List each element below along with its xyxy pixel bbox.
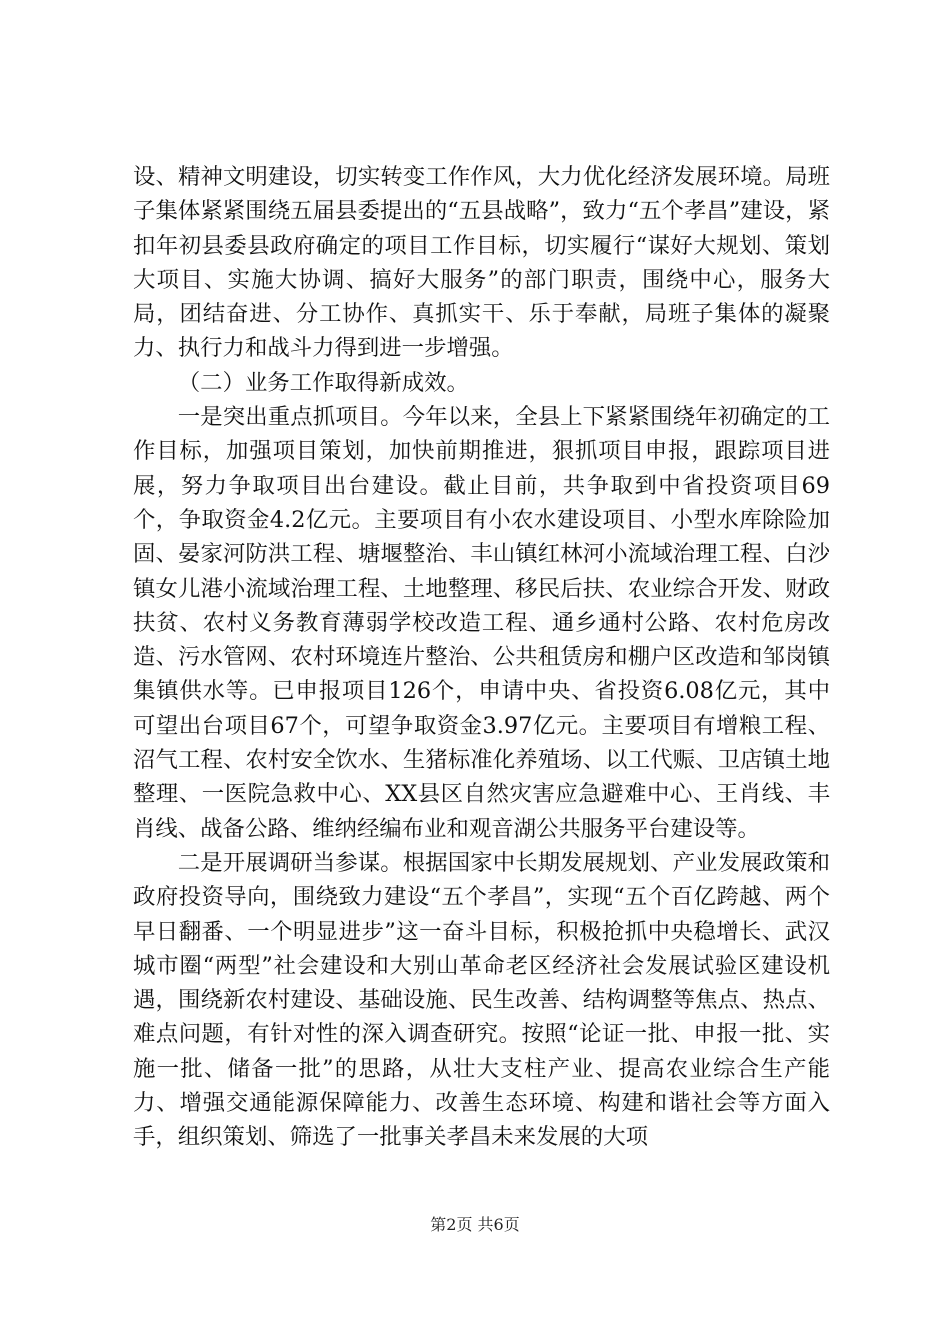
paragraph-continuation: 设、精神文明建设，切实转变工作作风，大力优化经济发展环境。局班子集体紧紧围绕五届县委提出的“五县战略”，致力“五个孝昌”建设，紧扣年初县委县政府确定的项目工作目标，切实履行“谋好大规划、策划大项目、实施大协调、搞好大服务”的部门职责，围绕中心，服务大局，团结奋进、分工协作、真抓实干、乐于奉献，局班子集体的凝聚力、执行力和战斗力得到进一步增强。: [133, 164, 830, 362]
section-heading: （二）业务工作取得新成效。: [177, 369, 469, 396]
page-footer: [0, 1215, 950, 1235]
paragraph-projects: 一是突出重点抓项目。今年以来，全县上下紧紧围绕年初确定的工作目标，加强项目策划，加快前期推进，狠抓项目申报，跟踪项目进展，努力争取项目出台建设。截止目前，共争取到中省投资项目69个，争取资金4.2亿元。主要项目有小农水建设项目、小型水库除险加固、晏家河防洪工程、塘堰整治、丰山镇红林河小流域治理工程、白沙镇女儿港小流域治理工程、土地整理、移民后扶、农业综合开发、财政扶贫、农村义务教育薄弱学校改造工程、通乡通村公路、农村危房改造、污水管网、农村环境连片整治、公共租赁房和棚户区改造和邹岗镇集镇供水等。已申报项目126个，申请中央、省投资6.08亿元，其中可望出台项目67个，可望争取资金3.97亿元。主要项目有增粮工程、沼气工程、农村安全饮水、生猪标准化养殖场、以工代赈、卫店镇土地整理、一医院急救中心、XX县区自然灾害应急避难中心、王肖线、丰肖线、战备公路、维纳经编布业和观音湖公共服务平台建设等。: [133, 404, 830, 842]
document-body: [133, 160, 830, 1155]
paragraph-research: 二是开展调研当参谋。根据国家中长期发展规划、产业发展政策和政府投资导向，围绕致力建设“五个孝昌”，实现“五个百亿跨越、两个早日翻番、一个明显进步”这一奋斗目标，积极抢抓中央稳增长、武汉城市圈“两型”社会建设和大别山革命老区经济社会发展试验区建设机遇，围绕新农村建设、基础设施、民生改善、结构调整等焦点、热点、难点问题，有针对性的深入调查研究。按照“论证一批、申报一批、实施一批、储备一批”的思路，从壮大支柱产业、提高农业综合生产能力、增强交通能源保障能力、改善生态环境、构建和谐社会等方面入手，组织策划、筛选了一批事关孝昌未来发展的大项: [133, 849, 830, 1151]
page-number-label: 第2页 共6页: [430, 1215, 520, 1234]
